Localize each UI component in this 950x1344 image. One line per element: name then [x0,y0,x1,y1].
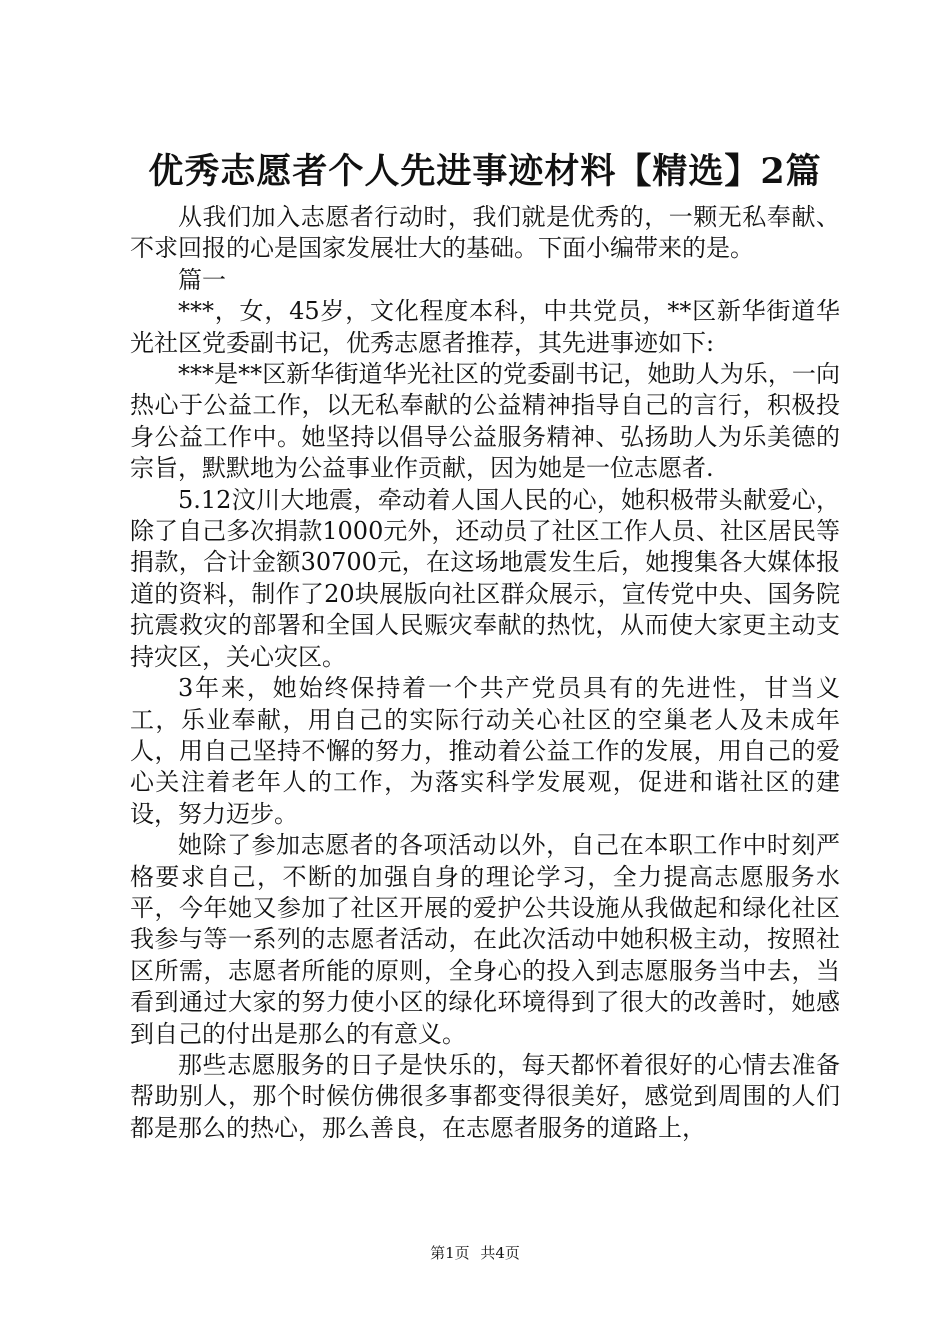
document-body [130,202,840,1144]
paragraph-section-heading: 篇一 [178,265,226,294]
paragraph-background: ***是**区新华街道华光社区的党委副书记，她助人为乐，一向热心于公益工作，以无私奉献的公益精神指导自己的言行，积极投身公益工作中。她坚持以倡导公益服务精神、弘扬助人为乐美德的宗旨，默默地为公益事业作贡献，因为她是一位志愿者. [130,360,840,483]
document-title: 优秀志愿者个人先进事迹材料【精选】2篇 [148,151,822,192]
paragraph-activities: 她除了参加志愿者的各项活动以外，自己在本职工作中时刻严格要求自己，不断的加强自身的理论学习，全力提高志愿服务水平，今年她又参加了社区开展的爱护公共设施从我做起和绿化社区我参与等一系列的志愿者活动，在此次活动中她积极主动，按照社区所需，志愿者所能的原则，全身心的投入到志愿服务当中去，当看到通过大家的努力使小区的绿化环境得到了很大的改善时，她感到自己的付出是那么的有意义。 [130,831,840,1048]
paragraph-profile: ***，女，45岁，文化程度本科，中共党员，**区新华街道华光社区党委副书记，优秀志愿者推荐，其先进事迹如下: [130,297,840,357]
paragraph-three-years: 3年来，她始终保持着一个共产党员具有的先进性，甘当义工，乐业奉献，用自己的实际行动关心社区的空巢老人及未成年人，用自己坚持不懈的努力，推动着公益工作的发展，用自己的爱心关注着老年人的工作，为落实科学发展观，促进和谐社区的建设，努力迈步。 [130,674,840,828]
page-number: 第1页 [430,1244,470,1262]
paragraph-happy-days: 那些志愿服务的日子是快乐的，每天都怀着很好的心情去准备帮助别人，那个时候仿佛很多事都变得很美好，感觉到周围的人们都是那么的热心，那么善良，在志愿者服务的道路上， [130,1050,840,1142]
paragraph-earthquake: 5.12汶川大地震，牵动着人国人民的心，她积极带头献爱心，除了自己多次捐款1000元外，还动员了社区工作人员、社区居民等捐款，合计金额30700元，在这场地震发生后，她搜集各大媒体报道的资料，制作了20块展版向社区群众展示，宣传党中央、国务院抗震救灾的部署和全国人民赈灾奉献的热忱，从而使大家更主动支持灾区，关心灾区。 [130,485,840,671]
paragraph-intro: 从我们加入志愿者行动时，我们就是优秀的，一颗无私奉献、不求回报的心是国家发展壮大的基础。下面小编带来的是。 [130,203,840,263]
page-footer [0,1243,950,1263]
page-total: 共4页 [480,1244,520,1262]
